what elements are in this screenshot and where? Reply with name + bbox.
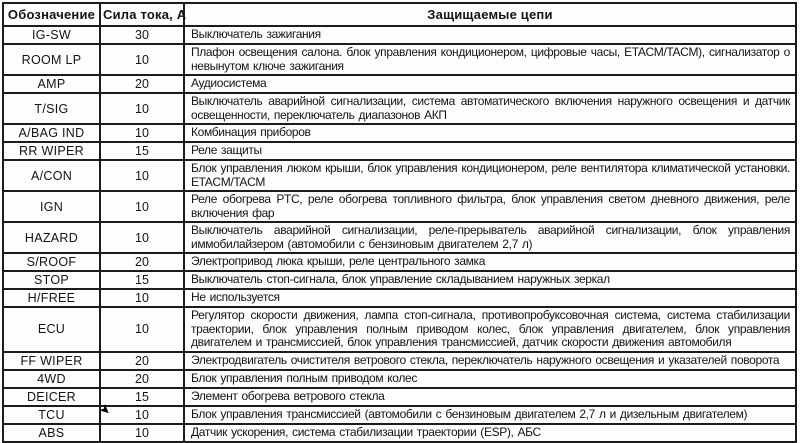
fuse-designation: IG-SW [3, 26, 100, 44]
fuse-amperage: 10 [100, 406, 184, 424]
fuse-circuits: Реле защиты [184, 142, 796, 160]
fuse-designation: IGN [3, 191, 100, 222]
fuse-amperage: 10 [100, 44, 184, 75]
fuse-circuits: Выключатель стоп-сигнала, блок управление складыванием наружных зеркал [184, 271, 796, 289]
column-header-amperage: Сила тока, А [100, 3, 184, 26]
table-row [3, 307, 796, 352]
table-row [3, 93, 796, 124]
table-row [3, 222, 796, 253]
fuse-amperage: 20 [100, 370, 184, 388]
fuse-amperage: 15 [100, 142, 184, 160]
cursor-arrow-icon: ➤ [96, 400, 115, 419]
table-row [3, 160, 796, 191]
table-row [3, 191, 796, 222]
table-row [3, 75, 796, 93]
fuse-circuits: Регулятор скорости движения, лампа стоп-сигнала, противопробуксовочная система, система стабилизации траектории, блок управления полным приводом колес, блок управления двигателем, блок управления двигателем и трансмиссией, блок управления трансмиссией, датчик скорости движения автомобиля [184, 307, 796, 352]
table-row [3, 271, 796, 289]
table-row [3, 26, 796, 44]
fuse-designation: ABS [3, 424, 100, 442]
fuse-amperage: 20 [100, 253, 184, 271]
fuse-circuits: Выключатель зажигания [184, 26, 796, 44]
fuse-amperage: 10 [100, 424, 184, 442]
fuse-circuits: Аудиосистема [184, 75, 796, 93]
fuse-circuits: Выключатель аварийной сигнализации, реле-прерыватель аварийной сигнализации, блок управления иммобилайзером (автомобили с бензиновым двигателем 2,7 л) [184, 222, 796, 253]
fuse-amperage: 10 [100, 222, 184, 253]
fuse-amperage: 10 [100, 307, 184, 352]
fuse-circuits: Выключатель аварийной сигнализации, система автоматического включения наружного освещения и датчик освещенности, переключатель диапазонов АКП [184, 93, 796, 124]
fuse-designation: ECU [3, 307, 100, 352]
fuse-designation: A/BAG IND [3, 124, 100, 142]
fuse-amperage: 30 [100, 26, 184, 44]
fuse-amperage: 20 [100, 75, 184, 93]
fuse-designation: H/FREE [3, 289, 100, 307]
fuse-amperage: 15 [100, 271, 184, 289]
fuse-designation: AMP [3, 75, 100, 93]
fuse-circuits: Электропривод люка крыши, реле центрального замка [184, 253, 796, 271]
fuse-circuits: Блок управления трансмиссией (автомобили с бензиновым двигателем 2,7 л и дизельным двигателем) [184, 406, 796, 424]
fuse-amperage: 10 [100, 289, 184, 307]
fuse-designation: S/ROOF [3, 253, 100, 271]
table-header-row [3, 3, 796, 26]
fuse-circuits: Плафон освещения салона. блок управления кондиционером, цифровые часы, ETACM/TACM), сигнализатор о невынутом ключе зажигания [184, 44, 796, 75]
fuse-circuits: Блок управления полным приводом колес [184, 370, 796, 388]
fuse-designation: DEICER [3, 388, 100, 406]
fuse-circuits: Блок управления люком крыши, блок управления кондиционером, реле вентилятора климатической установки. ETACM/TACM [184, 160, 796, 191]
fuse-designation: 4WD [3, 370, 100, 388]
column-header-circuits: Защищаемые цепи [184, 3, 796, 26]
table-row [3, 44, 796, 75]
fuse-circuits: Электродвигатель очистителя ветрового стекла, переключатель наружного освещения и указателей поворота [184, 352, 796, 370]
fuse-amperage: 10 [100, 93, 184, 124]
table-row [3, 124, 796, 142]
table-row [3, 370, 796, 388]
fuse-amperage: 10 [100, 160, 184, 191]
fuse-circuits: Не используется [184, 289, 796, 307]
fuse-designation: T/SIG [3, 93, 100, 124]
table-row [3, 253, 796, 271]
table-row [3, 424, 796, 442]
fuse-designation: STOP [3, 271, 100, 289]
table-row [3, 289, 796, 307]
fuse-circuits: Элемент обогрева ветрового стекла [184, 388, 796, 406]
fuse-circuits: Комбинация приборов [184, 124, 796, 142]
table-row [3, 388, 796, 406]
fuse-designation: RR WIPER [3, 142, 100, 160]
fuse-amperage: 10 [100, 191, 184, 222]
fuse-designation: TCU [3, 406, 100, 424]
table-row [3, 352, 796, 370]
table-row [3, 406, 796, 424]
column-header-designation: Обозначение [3, 3, 100, 26]
fuse-amperage: 20 [100, 352, 184, 370]
fuse-designation: A/CON [3, 160, 100, 191]
fuse-table [2, 2, 797, 443]
fuse-amperage: 15 [100, 388, 184, 406]
fuse-designation: HAZARD [3, 222, 100, 253]
fuse-designation: FF WIPER [3, 352, 100, 370]
fuse-designation: ROOM LP [3, 44, 100, 75]
fuse-amperage: 10 [100, 124, 184, 142]
table-row [3, 142, 796, 160]
fuse-circuits: Датчик ускорения, система стабилизации траектории (ESP), АБС [184, 424, 796, 442]
fuse-circuits: Реле обогрева PTC, реле обогрева топливного фильтра, блок управления светом дневного движения, реле включения фар [184, 191, 796, 222]
